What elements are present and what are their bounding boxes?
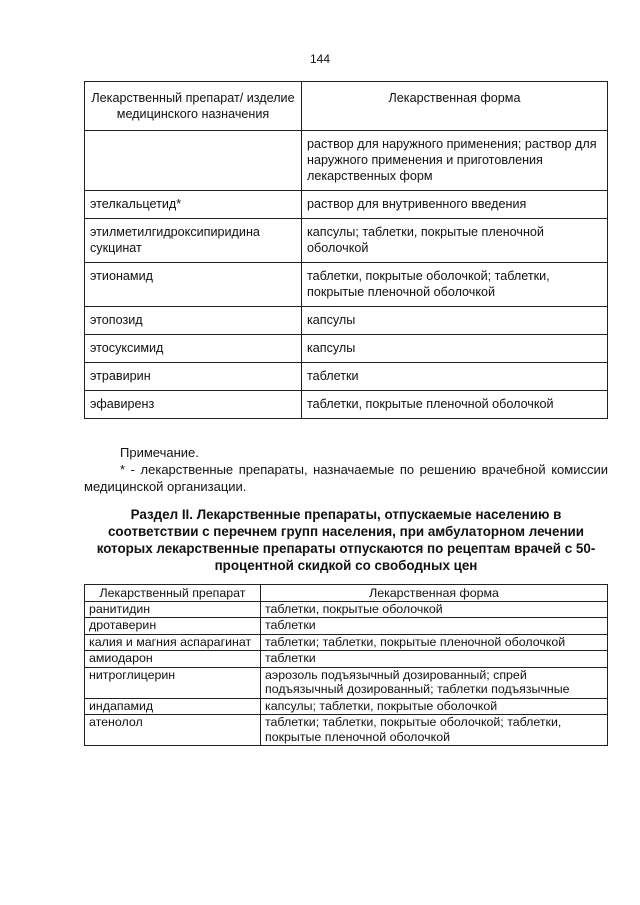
drug-name-cell: этосуксимид [85, 335, 302, 363]
table-row [85, 667, 608, 698]
column-header-form: Лекарственная форма [302, 82, 608, 131]
drug-name-cell: этелкальцетид* [85, 191, 302, 219]
drug-name-cell: эфавиренз [85, 391, 302, 419]
drug-form-cell: раствор для наружного применения; раствор для наружного применения и приготовления лекарственных форм [302, 131, 608, 191]
drug-form-cell: капсулы [302, 335, 608, 363]
table-header-row [85, 82, 608, 131]
drug-name-cell: этилметилгидроксипиридина сукцинат [85, 219, 302, 263]
note-text: * - лекарственные препараты, назначаемые по решению врачебной комиссии медицинской организации. [84, 462, 608, 494]
table-row [85, 131, 608, 191]
drug-form-cell: таблетки [261, 651, 608, 668]
drug-name-cell: атенолол [85, 715, 261, 746]
drug-form-cell: таблетки, покрытые оболочкой [261, 601, 608, 618]
section-title: Раздел II. Лекарственные препараты, отпускаемые населению в соответствии с перечнем групп населения, при амбулаторном лечении которых лекарственные препараты отпускаются по рецептам врачей с 50-процентной скидкой со свободных цен [96, 507, 596, 573]
table-row [85, 651, 608, 668]
table-header-row [85, 585, 608, 602]
column-header-form: Лекарственная форма [261, 585, 608, 602]
drug-name-cell [85, 131, 302, 191]
drug-form-cell: капсулы; таблетки, покрытые оболочкой [261, 698, 608, 715]
table-row [85, 618, 608, 635]
drug-name-cell: нитроглицерин [85, 667, 261, 698]
drug-form-cell: таблетки [261, 618, 608, 635]
table-row [85, 715, 608, 746]
drug-name-cell: этравирин [85, 363, 302, 391]
drug-form-cell: таблетки, покрытые оболочкой; таблетки, покрытые пленочной оболочкой [302, 263, 608, 307]
drug-form-cell: таблетки, покрытые пленочной оболочкой [302, 391, 608, 419]
table-row [85, 263, 608, 307]
drug-name-cell: ранитидин [85, 601, 261, 618]
table-row [85, 219, 608, 263]
drug-name-cell: индапамид [85, 698, 261, 715]
page-number: 144 [309, 52, 331, 66]
drug-name-cell: амиодарон [85, 651, 261, 668]
drug-name-cell: этионамид [85, 263, 302, 307]
table-row [85, 634, 608, 651]
table-row [85, 601, 608, 618]
note-title: Примечание. [120, 445, 199, 460]
drug-name-cell: этопозид [85, 307, 302, 335]
drug-table-section-1 [84, 81, 608, 419]
table-row [85, 698, 608, 715]
table-row [85, 391, 608, 419]
drug-form-cell: аэрозоль подъязычный дозированный; спрей подъязычный дозированный; таблетки подъязычные [261, 667, 608, 698]
table-row [85, 335, 608, 363]
drug-table-section-2 [84, 584, 608, 746]
drug-form-cell: капсулы; таблетки, покрытые пленочной оболочкой [302, 219, 608, 263]
drug-name-cell: дротаверин [85, 618, 261, 635]
table-row [85, 363, 608, 391]
drug-form-cell: таблетки [302, 363, 608, 391]
column-header-drug: Лекарственный препарат/ изделие медицинского назначения [85, 82, 302, 131]
drug-form-cell: раствор для внутривенного введения [302, 191, 608, 219]
table-row [85, 191, 608, 219]
column-header-drug: Лекарственный препарат [85, 585, 261, 602]
drug-form-cell: таблетки; таблетки, покрытые пленочной оболочкой [261, 634, 608, 651]
drug-form-cell: таблетки; таблетки, покрытые оболочкой; таблетки, покрытые пленочной оболочкой [261, 715, 608, 746]
table-row [85, 307, 608, 335]
drug-form-cell: капсулы [302, 307, 608, 335]
drug-name-cell: калия и магния аспарагинат [85, 634, 261, 651]
